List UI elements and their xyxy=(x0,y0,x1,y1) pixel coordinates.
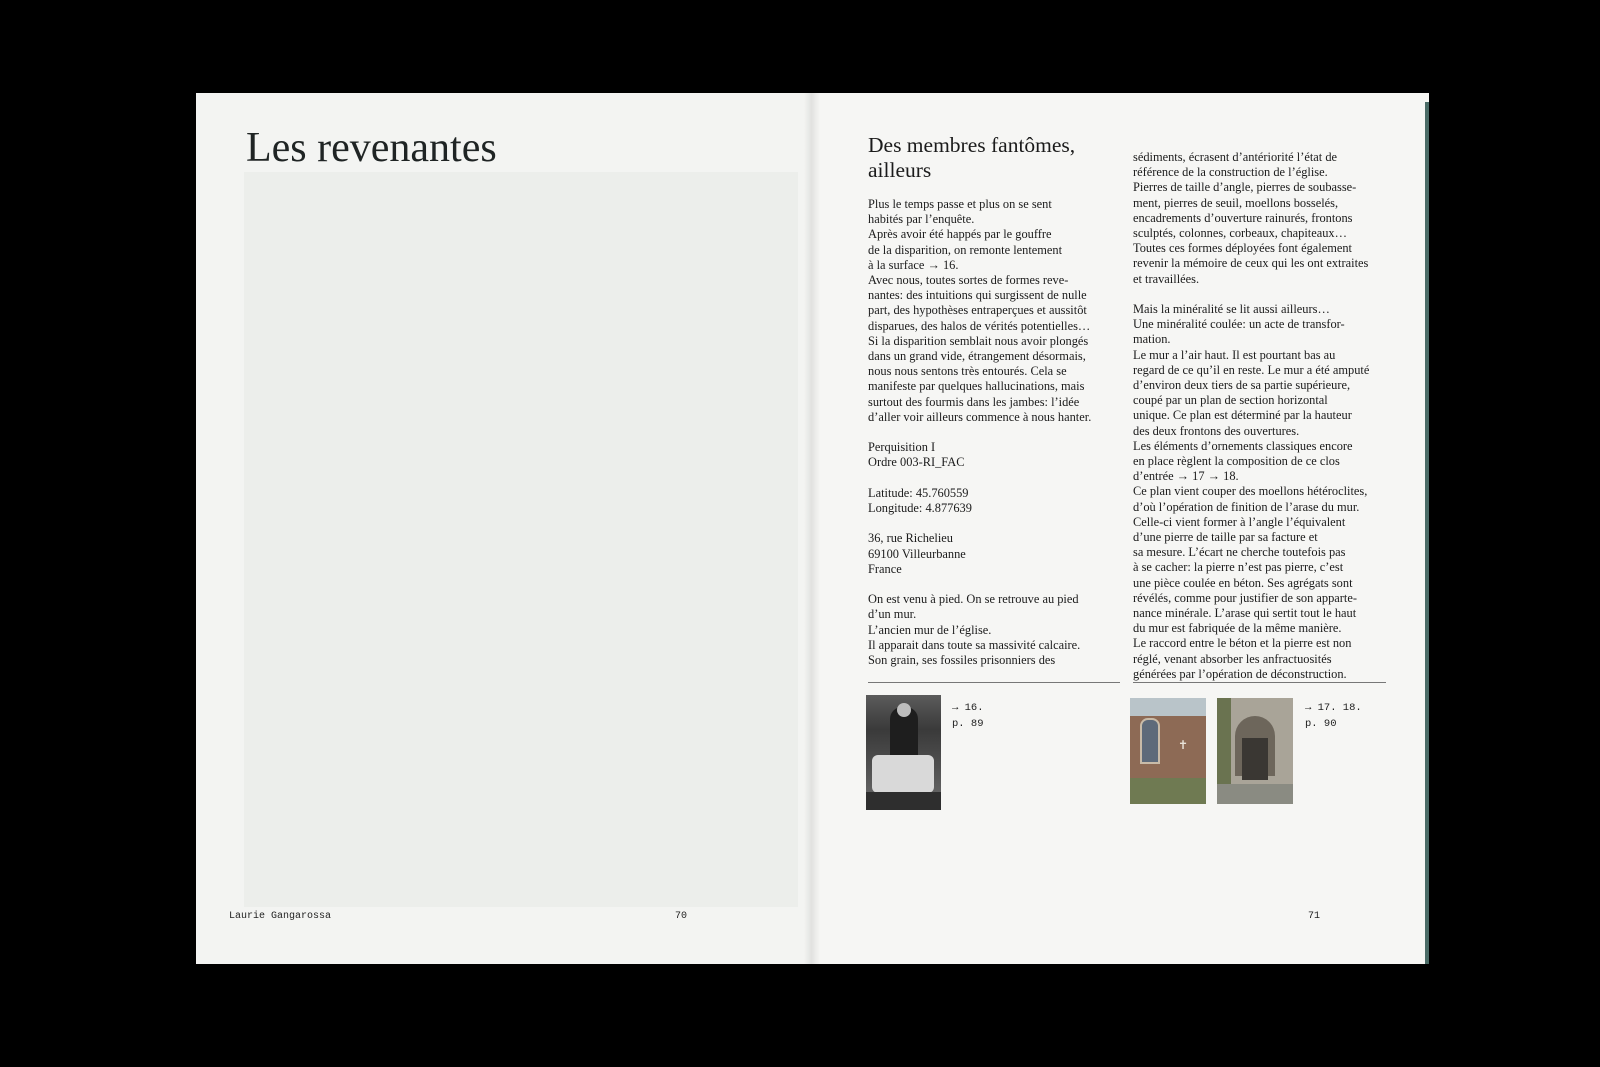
paragraph: On est venu à pied. On se retrouve au pied d’un mur. L’ancien mur de l’église. Il apparait dans toute sa massivité calcaire. Son grain, ses fossiles prisonniers des xyxy=(868,592,1081,668)
page-number-left: 70 xyxy=(675,911,688,922)
paragraph: Plus le temps passe et plus on se sent habités par l’enquête. Après avoir été happés par le gouffre de la disparition, on remonte lentement à la surface → 16. Avec nous, toutes sortes de formes reve- nantes: des intuitions qui surgissent de nulle part, des hypothèses entraperçues et aussitôt disparues, des halos de vérités potentielles… Si la disparition semblait nous avoir plongés dans un grand vide, étrangement désormais, nous nous sentons très entourés. Cela se manifeste par quelques hallucinations, mais surtout des fourmis dans les jambes: l’idée d’aller voir ailleurs commence à nous hanter. xyxy=(868,197,1092,424)
paragraph: Mais la minéralité se lit aussi ailleurs… Une minéralité coulée: un acte de transfor- mation. Le mur a l’air haut. Il est pourtant bas au regard de ce qu’il en reste. Le mur a été amputé d’environ deux tiers de sa partie supérieure, coupé par un plan de section horizontal unique. Ce plan est déterminé par la hauteur des deux frontons des ouvertures. Les éléments d’ornements classiques encore en place règlent la composition de ce clos d’entrée → 17 → 18. Ce plan vient couper des moellons hétéroclites, d’où l’opération de finition de l’arase du mur. Celle-ci vient former à l’angle l’équivalent d’une pierre de taille par sa facture et sa mesure. L’écart ne cherche toutefois pas à se cacher: la pierre n’est pas pierre, c’est une pièce coulée en béton. Ses agrégats sont révélés, comme pour justifier de son apparte- nance minérale. L’arase qui sertit tout le haut du mur est fabriquée de la même manière. Le raccord entre le béton et la pierre est non réglé, venant absorber les anfractuosités générées par l’opération de déconstruction. xyxy=(1133,302,1370,681)
divider xyxy=(868,682,1120,683)
paragraph: sédiments, écrasent d’antériorité l’état de référence de la construction de l’église. Pierres de taille d’angle, pierres de soubasse- ment, pierres de seuil, moellons bosselés, encadrements d’ouverture rainurés, frontons sculptés, colonnes, corbeaux, chapiteaux… Toutes ces formes déployées font également revenir la mémoire de ceux qui les ont extraites et travaillées. xyxy=(1133,150,1369,286)
coordinates: Latitude: 45.760559 Longitude: 4.877639 xyxy=(868,485,972,516)
book-gutter xyxy=(804,93,820,964)
chapter-title: Les revenantes xyxy=(246,125,497,171)
portrait-photo-thumbnail xyxy=(866,695,941,810)
author-footer: Laurie Gangarossa xyxy=(229,911,332,922)
page-edge xyxy=(1425,102,1429,964)
figure-reference: → 17. 18. p. 90 xyxy=(1305,702,1362,730)
address: 36, rue Richelieu 69100 Villeurbanne France xyxy=(868,531,966,576)
doorway-photo-thumbnail xyxy=(1217,698,1293,804)
paragraph: Perquisition I Ordre 003-RI_FAC xyxy=(868,440,965,470)
text-column-2 xyxy=(1133,150,1393,697)
figure-reference: → 16. p. 89 xyxy=(952,702,984,730)
page-number-right: 71 xyxy=(1308,911,1321,922)
text-column-1 xyxy=(868,197,1120,683)
church-wall-photo-thumbnail: ✝ xyxy=(1130,698,1206,804)
show-through-image xyxy=(244,172,798,907)
divider xyxy=(1133,682,1386,683)
section-title: Des membres fantômes, ailleurs xyxy=(868,133,1076,182)
